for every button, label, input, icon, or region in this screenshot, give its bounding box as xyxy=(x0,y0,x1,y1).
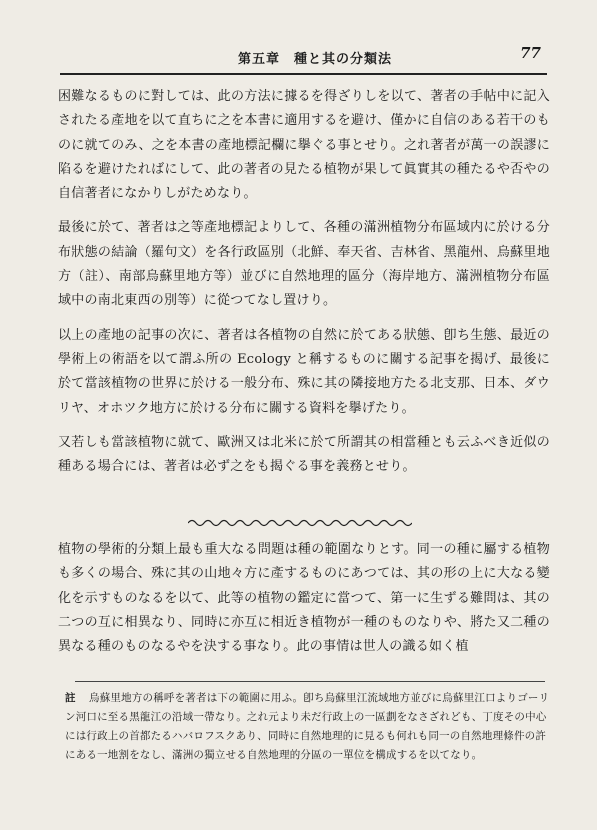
paragraph: 植物の學術的分類上最も重大なる問題は種の範圍なりとす。同一の種に屬する植物も多くの場合、殊に其の山地々方に產するものにあつては、其の形の上に大なる變化を示すものなるを以て、此等の植物の鑑定に當つて、第一に生ずる難問は、其の二つの互に相異なり、同時に亦互に相近き植物が一種のものなりや、將た又二種の異なる種のものなるやを決する事なり。此の事情は世人の識る如く植 xyxy=(58,542,550,655)
paragraph: 困難なるものに對しては、此の方法に據るを得ざりしを以て、著者の手帖中に記入されたる產地を以て直ちに之を本書に適用するを避け、僅かに自信のある若干のものに就てのみ、之を本書の產地標記欄に擧ぐる事とせり。之れ著者が萬一の誤謬に陷るを避けたればにして、此の著者の見たる植物が果して眞實其の種たるや否やの自信著者になかりしがためなり。 xyxy=(58,89,550,202)
page-number: 77 xyxy=(520,44,541,62)
paragraph: 最後に於て、著者は之等產地標記よりして、各種の滿洲植物分布區域内に於ける分布狀態の結論（羅句文）を各行政區別（北鮮、奉天省、吉林省、黑龍州、烏蘇里地方（註）、南部烏蘇里地方等）並びに自然地理的區分（海岸地方、滿洲植物分布區域中の南北東西の別等）に從つてなし置けり。 xyxy=(58,220,550,309)
wavy-divider xyxy=(188,518,412,528)
main-text-upper xyxy=(58,85,550,479)
main-text-lower xyxy=(58,538,550,659)
footnote xyxy=(65,689,550,765)
chapter-title: 第五章 種と其の分類法 xyxy=(238,52,393,67)
header-rule xyxy=(60,73,547,75)
footnote-text: 烏蘇里地方の稱呼を著者は下の範圍に用ふ。卽ち烏蘇里江流域地方並びに烏蘇里江口よりゴーリン河口に至る黑龍江の沿域一帶なり。之れ元より未だ行政上の一區劃をなさざれども、丁度その中心には行政上の首都たるハバロフスクあり、同時に自然地理的に見るも何れも同一の自然地理條件の許にある一地割をなし、滿洲の獨立せる自然地理的分區の一單位を構成するを以てなり。 xyxy=(65,692,550,761)
page-header xyxy=(60,40,547,70)
paragraph: 又若しも當該植物に就て、歐洲又は北米に於て所謂其の相當種とも云ふべき近似の種ある場合には、著者は必ず之をも揭ぐる事を義務とせり。 xyxy=(58,434,550,475)
footnote-rule xyxy=(75,681,545,682)
paragraph: 以上の產地の記事の次に、著者は各植物の自然に於てある狀態、卽ち生態、最近の學術上の術語を以て謂ふ所の Ecology と稱するものに關する記事を揭げ、最後に於て當該植物の世界に於ける一般分布、殊に其の隣接地方たる北支那、日本、ダウリヤ、オホツク地方に於ける分布に關する資料を擧げたり。 xyxy=(58,327,550,416)
footnote-tag: 註 xyxy=(65,692,76,704)
